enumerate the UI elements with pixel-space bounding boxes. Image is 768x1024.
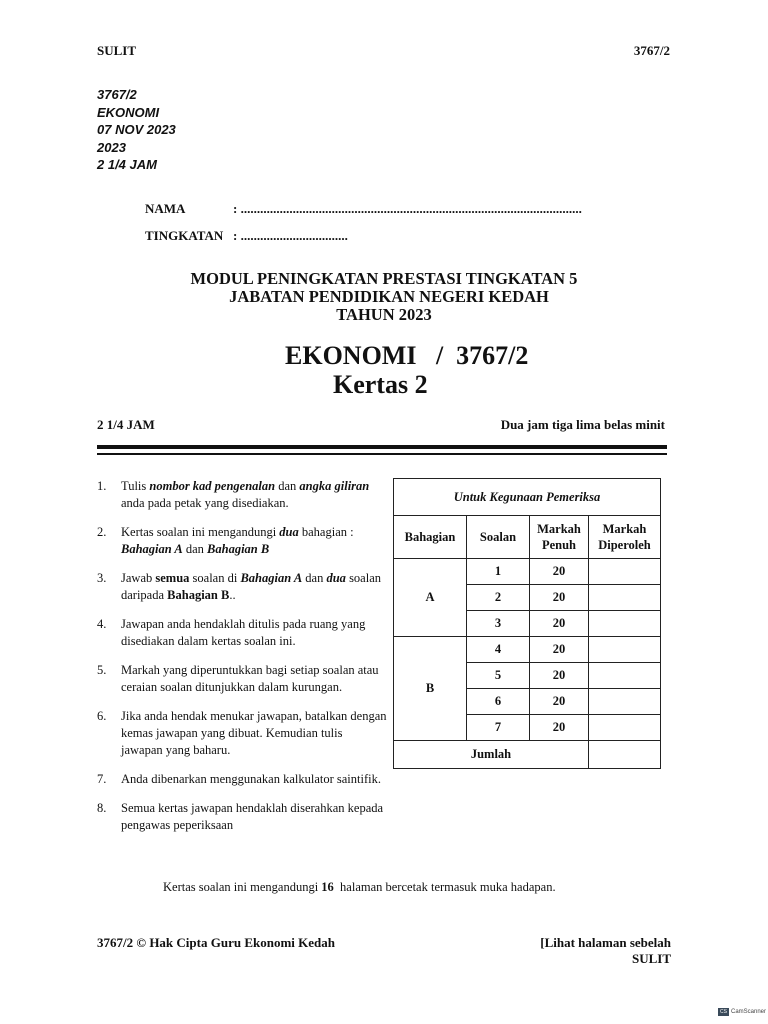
instruction-text: anda pada petak yang disediakan. [121,496,289,510]
camscanner-logo-icon: CS [718,1008,729,1016]
duration-words: Dua jam tiga lima belas minit [500,417,665,432]
instruction-text: soalan di [189,571,241,585]
markah-cell: 20 [530,611,589,637]
col-markah-diperoleh-line1: Markah [602,522,647,536]
meta-subject: EKONOMI [97,104,160,120]
meta-date: 07 NOV 2023 [97,122,176,137]
nama-label: NAMA [145,201,186,216]
instruction-text: dua [326,571,346,585]
diperoleh-cell[interactable] [589,715,661,741]
title-block [0,270,768,324]
instruction-number: 5. [97,663,107,677]
paper-title: Kertas 2 [333,370,428,399]
instruction-text: Bahagian B [167,588,230,602]
instruction-item [97,662,387,696]
instruction-item [97,524,387,558]
page-count-after: halaman bercetak termasuk muka hadapan. [333,880,556,894]
instruction-text: Markah yang diperuntukkan bagi setiap soalan atau ceraian soalan ditunjukkan dalam kurungan. [121,663,379,694]
markah-cell: 20 [530,715,589,741]
instruction-text: dan [182,542,208,556]
header-code: 3767/2 [633,43,670,58]
title-module: MODUL PENINGKATAN PRESTASI TINGKATAN 5 [190,269,578,288]
diperoleh-cell[interactable] [589,637,661,663]
soalan-cell: 1 [467,559,530,585]
markah-cell: 20 [530,585,589,611]
instruction-item [97,708,387,759]
instruction-text: dua [279,525,299,539]
instruction-text: Anda dibenarkan menggunakan kalkulator saintifik. [121,772,381,786]
divider-thin [97,453,667,455]
footer-next-page: [Lihat halaman sebelah [540,935,671,950]
markah-cell: 20 [530,663,589,689]
footer-copyright: 3767/2 © Hak Cipta Guru Ekonomi Kedah [97,935,335,950]
instruction-text: Semua kertas jawapan hendaklah diserahkan kepada pengawas peperiksaan [121,801,384,832]
meta-code: 3767/2 [97,87,137,102]
section-a: A [394,559,467,637]
page-count-note [163,880,556,895]
jumlah-label: Jumlah [394,741,589,769]
subject-title: EKONOMI / 3767/2 [285,341,529,370]
table-row [394,559,661,585]
col-soalan: Soalan [467,516,530,559]
instruction-number: 3. [97,571,107,585]
table-row [394,637,661,663]
diperoleh-cell[interactable] [589,689,661,715]
header-sulit: SULIT [97,43,137,58]
camscanner-watermark [718,1008,766,1016]
divider-thick [97,445,667,449]
instruction-text: dan [302,571,327,585]
duration-short: 2 1/4 JAM [97,417,155,432]
instruction-number: 2. [97,525,107,539]
markah-cell: 20 [530,559,589,585]
camscanner-text: CamScanner [731,1009,767,1015]
instruction-text: semua [155,571,190,585]
diperoleh-cell[interactable] [589,611,661,637]
meta-duration: 2 1/4 JAM [97,157,157,172]
instruction-item [97,616,387,650]
instruction-text: soalan daripada [121,571,381,602]
meta-year: 2023 [97,139,126,155]
col-markah-penuh-line1: Markah [537,522,581,536]
instruction-text: Jawab [121,571,156,585]
soalan-cell: 7 [467,715,530,741]
instruction-number: 6. [97,709,107,723]
instruction-item [97,771,387,788]
instructions-list [97,478,387,846]
nama-field[interactable]: : ......................................................................................................... [233,201,582,216]
markah-cell: 20 [530,689,589,715]
page-count-number: 16 [321,880,334,894]
soalan-cell: 6 [467,689,530,715]
instruction-number: 4. [97,617,107,631]
footer-right [540,935,671,967]
soalan-cell: 5 [467,663,530,689]
soalan-cell: 2 [467,585,530,611]
tingkatan-field[interactable]: : ................................. [233,228,348,243]
col-markah-penuh [530,516,589,559]
instruction-text: Bahagian A [240,571,303,585]
col-markah-diperoleh-line2: Diperoleh [598,538,651,552]
title-year: TAHUN 2023 [336,305,432,324]
instruction-text: Jika anda hendak menukar jawapan, batalkan dengan kemas jawapan yang dibuat. Kemudian tulis jawapan yang baharu. [121,709,387,757]
soalan-cell: 4 [467,637,530,663]
instruction-text: Bahagian A [121,542,183,556]
jumlah-value-cell[interactable] [589,741,661,769]
instruction-number: 7. [97,772,107,786]
instruction-text: Jawapan anda hendaklah ditulis pada ruang yang disediakan dalam kertas soalan ini. [121,617,366,648]
diperoleh-cell[interactable] [589,585,661,611]
instruction-text: bahagian : [298,525,354,539]
footer-sulit: SULIT [631,951,671,966]
instruction-text: .. [229,588,236,602]
page-count-before: Kertas soalan ini mengandungi [163,880,322,894]
markah-cell: 20 [530,637,589,663]
instruction-item [97,478,387,512]
section-b: B [394,637,467,741]
instruction-number: 1. [97,479,107,493]
instruction-item [97,800,387,834]
col-bahagian: Bahagian [394,516,467,559]
table-caption: Untuk Kegunaan Pemeriksa [394,479,661,516]
instruction-item [97,570,387,604]
instruction-text: Kertas soalan ini mengandungi [121,525,280,539]
instruction-text: nombor kad pengenalan [149,479,276,493]
instruction-text: dan [275,479,300,493]
instruction-number: 8. [97,801,107,815]
instruction-text: angka giliran [299,479,370,493]
diperoleh-cell[interactable] [589,559,661,585]
col-markah-diperoleh [589,516,661,559]
examiner-table [393,478,661,769]
soalan-cell: 3 [467,611,530,637]
col-markah-penuh-line2: Penuh [541,538,577,552]
diperoleh-cell[interactable] [589,663,661,689]
instruction-text: Tulis [121,479,150,493]
meta-block [97,86,176,174]
title-department: JABATAN PENDIDIKAN NEGERI KEDAH [229,287,549,306]
tingkatan-label: TINGKATAN [145,228,224,243]
instruction-text: Bahagian B [207,542,270,556]
